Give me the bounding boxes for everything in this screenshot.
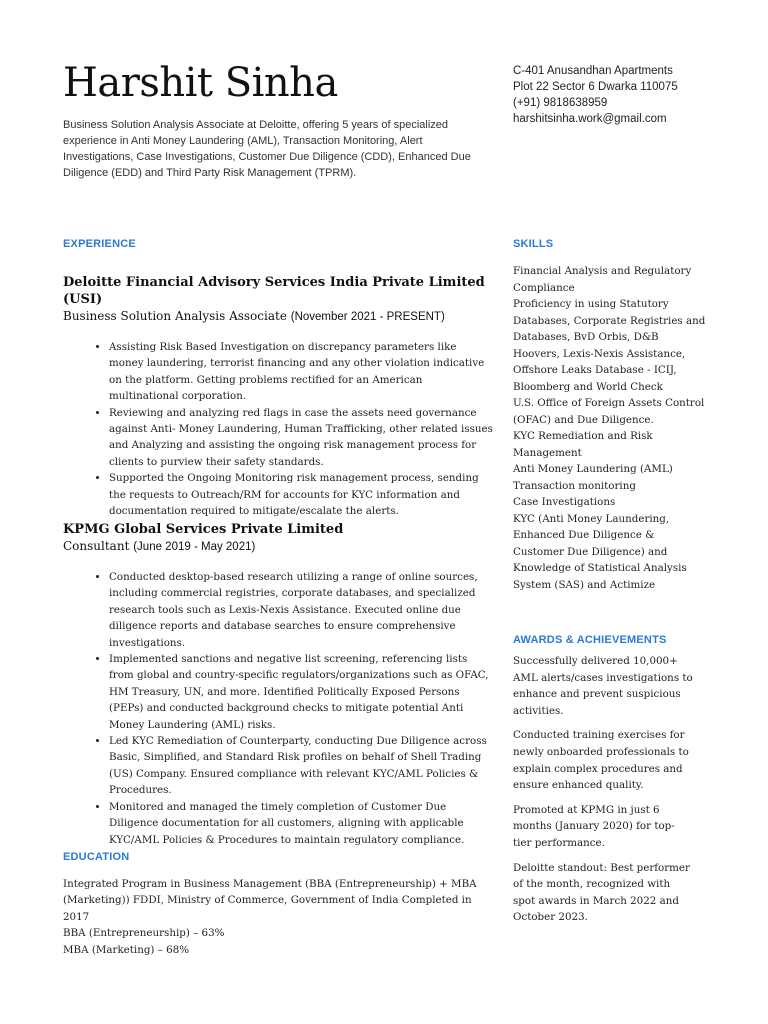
- skill-item: KYC (Anti Money Laundering, Enhanced Due Diligence & Customer Due Diligence) and Knowledge of Statistical Analysis System (SAS) and Actimize: [513, 512, 687, 591]
- award-item: Deloitte standout: Best performer of the month, recognized with spot awards in March 2022 and October 2023.: [513, 861, 690, 924]
- job-entry-kpmg: [63, 521, 493, 848]
- experience-heading: EXPERIENCE: [63, 238, 136, 250]
- award-item: Successfully delivered 10,000+ AML alerts/cases investigations to enhance and prevent suspicious activities.: [513, 655, 693, 717]
- job-company: KPMG Global Services Private Limited: [63, 522, 344, 537]
- job-bullets: [63, 339, 493, 519]
- job-bullet: • Conducted desktop-based research utilizing a range of online sources, including commercial registries, corporate databases, and specialized research tools such as Lexis-Nexis Assistance. Executed online due diligence reports and database searches to ensure comprehensive investigations.: [109, 569, 493, 651]
- job-role-line: [63, 308, 493, 325]
- address-line-2: Plot 22 Sector 6 Dwarka 110075: [513, 81, 678, 93]
- job-role: Business Solution Analysis Associate: [63, 309, 287, 323]
- job-bullet: • Supported the Ongoing Monitoring risk management process, sending the requests to Outreach/RM for accounts for KYC information and documentation required to mitigate/escalate the alerts.: [109, 470, 493, 519]
- skill-item: KYC Remediation and Risk Management: [513, 430, 653, 459]
- job-entry-deloitte: [63, 274, 493, 519]
- skills-list: [513, 263, 708, 593]
- job-company: Deloitte Financial Advisory Services India Private Limited (USI): [63, 275, 485, 307]
- skill-item: Financial Analysis and Regulatory Compliance: [513, 265, 692, 294]
- job-bullet: • Monitored and managed the timely completion of Customer Due Diligence documentation for all customers, aligning with applicable KYC/AML Policies & Procedures to maintain regulatory compliance.: [109, 799, 493, 848]
- awards-heading: AWARDS & ACHIEVEMENTS: [513, 634, 667, 646]
- education-mba: MBA (Marketing) – 68%: [63, 943, 190, 956]
- education-program: Integrated Program in Business Management (BBA (Entrepreneurship) + MBA (Marketing)) FDDI, Ministry of Commerce, Government of India Completed in 2017: [63, 878, 477, 923]
- job-bullet: • Led KYC Remediation of Counterparty, conducting Due Diligence across Basic, Simplified, and Standard Risk profiles on behalf of Shell Trading (US) Company. Ensured compliance with relevant KYC/AML Policies & Procedures.: [109, 733, 493, 799]
- job-role: Consultant: [63, 539, 130, 553]
- candidate-name: Harshit Sinha: [63, 60, 338, 106]
- education-heading: EDUCATION: [63, 851, 130, 863]
- award-item: Promoted at KPMG in just 6 months (January 2020) for top-tier performance.: [513, 803, 675, 849]
- award-item: Conducted training exercises for newly onboarded professionals to explain complex procedures and ensure enhanced quality.: [513, 729, 689, 792]
- skill-item: Anti Money Laundering (AML): [513, 463, 673, 475]
- skill-item: U.S. Office of Foreign Assets Control (OFAC) and Due Diligence.: [513, 397, 705, 426]
- skills-heading: SKILLS: [513, 238, 554, 250]
- education-bba: BBA (Entrepreneurship) – 63%: [63, 927, 225, 940]
- skill-item: Case Investigations: [513, 496, 616, 508]
- job-bullet: • Implemented sanctions and negative list screening, referencing lists from global and country-specific regulators/organizations such as OFAC, HM Treasury, UN, and more. Identified Politically Exposed Persons (PEPs) and conducted background checks to mitigate potential Anti Money Laundering (AML) risks.: [109, 651, 493, 733]
- job-bullets: [63, 569, 493, 848]
- address-line-1: C-401 Anusandhan Apartments: [513, 65, 673, 77]
- skill-item: Proficiency in using Statutory Databases, Corporate Registries and Databases, BvD Orbis, D&B Hoovers, Lexis-Nexis Assistance, Offshore Leaks Database - ICIJ, Bloomberg and World Check: [513, 298, 706, 393]
- phone-number: (+91) 9818638959: [513, 97, 608, 109]
- contact-block: [513, 63, 678, 127]
- profile-summary: Business Solution Analysis Associate at Deloitte, offering 5 years of specialized experience in Anti Money Laundering (AML), Transaction Monitoring, Alert Investigations, Case Investigations, Customer Due Diligence (CDD), Enhanced Due Diligence (EDD) and Third Party Risk Management (TPRM).: [63, 119, 471, 179]
- education-block: [63, 876, 493, 958]
- job-dates: (June 2019 - May 2021): [133, 541, 256, 553]
- job-dates: (November 2021 - PRESENT): [290, 311, 445, 323]
- job-bullet: • Assisting Risk Based Investigation on discrepancy parameters like money laundering, terrorist financing and any other violation indicative on the platform. Getting problems rectified for an American multinational corporation.: [109, 339, 493, 405]
- job-role-line: [63, 538, 493, 555]
- email-address[interactable]: harshitsinha.work@gmail.com: [513, 113, 667, 125]
- job-bullet: • Reviewing and analyzing red flags in case the assets need governance against Anti- Money Laundering, Human Trafficking, other related issues and Analyzing and assisting the ongoing risk management process for clients to purview their safety standards.: [109, 405, 493, 471]
- skill-item: Transaction monitoring: [513, 479, 636, 492]
- awards-list: [513, 653, 693, 934]
